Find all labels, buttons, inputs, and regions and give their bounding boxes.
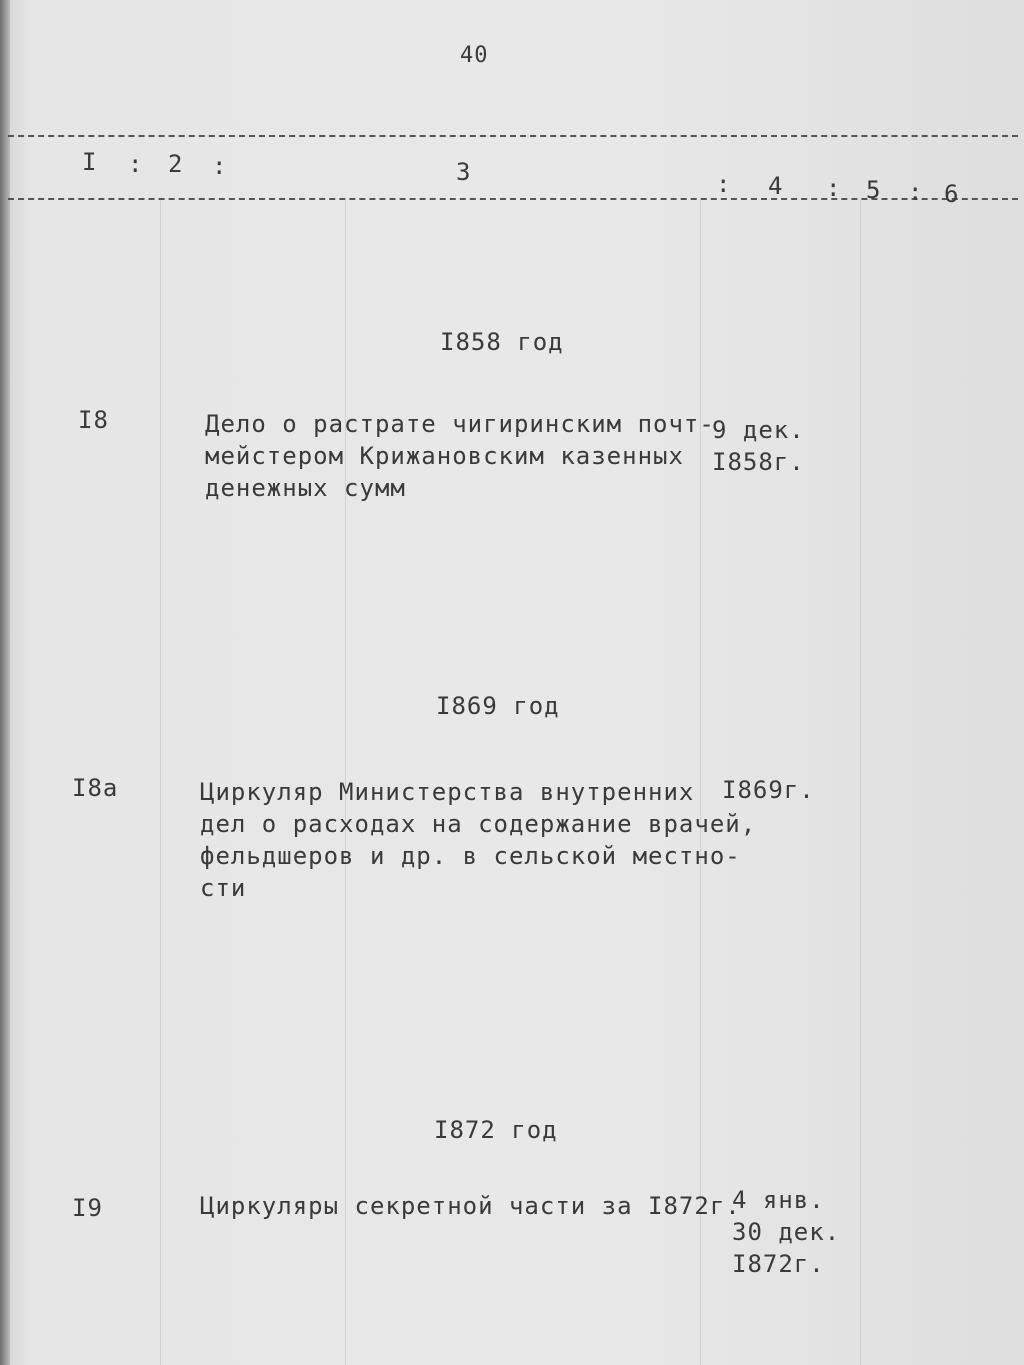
column-separator: : bbox=[212, 152, 228, 180]
entry-description bbox=[200, 1190, 741, 1222]
column-separator: : bbox=[716, 170, 732, 198]
date-line: 4 янв. bbox=[732, 1186, 825, 1214]
column-number-5: 5 bbox=[866, 176, 882, 204]
column-number-6: 6 bbox=[944, 180, 960, 208]
column-number-1: I bbox=[82, 148, 98, 176]
description-line: Циркуляр Министерства внутренних bbox=[200, 778, 695, 806]
entry-number: I9 bbox=[72, 1194, 103, 1222]
entry-description bbox=[200, 776, 756, 904]
description-line: денежных сумм bbox=[205, 474, 406, 502]
column-separator: : bbox=[128, 150, 144, 178]
column-number-2: 2 bbox=[168, 150, 184, 178]
header-rule-top bbox=[8, 135, 1018, 137]
year-heading: I858 год bbox=[440, 328, 564, 356]
column-separator: : bbox=[908, 178, 924, 206]
description-line: Циркуляры секретной части за I872г. bbox=[200, 1192, 741, 1220]
date-line: I872г. bbox=[732, 1250, 825, 1278]
date-line: 9 дек. bbox=[712, 416, 805, 444]
page-number: 40 bbox=[460, 43, 489, 68]
column-number-3: 3 bbox=[456, 158, 472, 186]
column-guide-line bbox=[860, 200, 861, 1365]
entry-date bbox=[722, 774, 815, 806]
date-line: I858г. bbox=[712, 448, 805, 476]
column-number-4: 4 bbox=[768, 172, 784, 200]
column-guide-line bbox=[160, 200, 161, 1365]
entry-date bbox=[712, 414, 805, 478]
description-line: дел о расходах на содержание врачей, bbox=[200, 810, 757, 838]
description-line: фельдшеров и др. в сельской местно- bbox=[200, 842, 741, 870]
date-line: I869г. bbox=[722, 776, 815, 804]
date-line: 30 дек. bbox=[732, 1218, 841, 1246]
page-edge-shadow bbox=[0, 0, 10, 1365]
description-line: Дело о растрате чигиринским почт- bbox=[205, 410, 715, 438]
year-heading: I869 год bbox=[436, 692, 560, 720]
column-separator: : bbox=[826, 174, 842, 202]
entry-number: I8 bbox=[78, 406, 109, 434]
entry-number: I8а bbox=[72, 774, 119, 802]
year-heading: I872 год bbox=[434, 1116, 558, 1144]
description-line: мейстером Крижановским казенных bbox=[205, 442, 684, 470]
entry-date bbox=[732, 1184, 840, 1280]
entry-description bbox=[205, 408, 715, 504]
description-line: сти bbox=[200, 874, 247, 902]
